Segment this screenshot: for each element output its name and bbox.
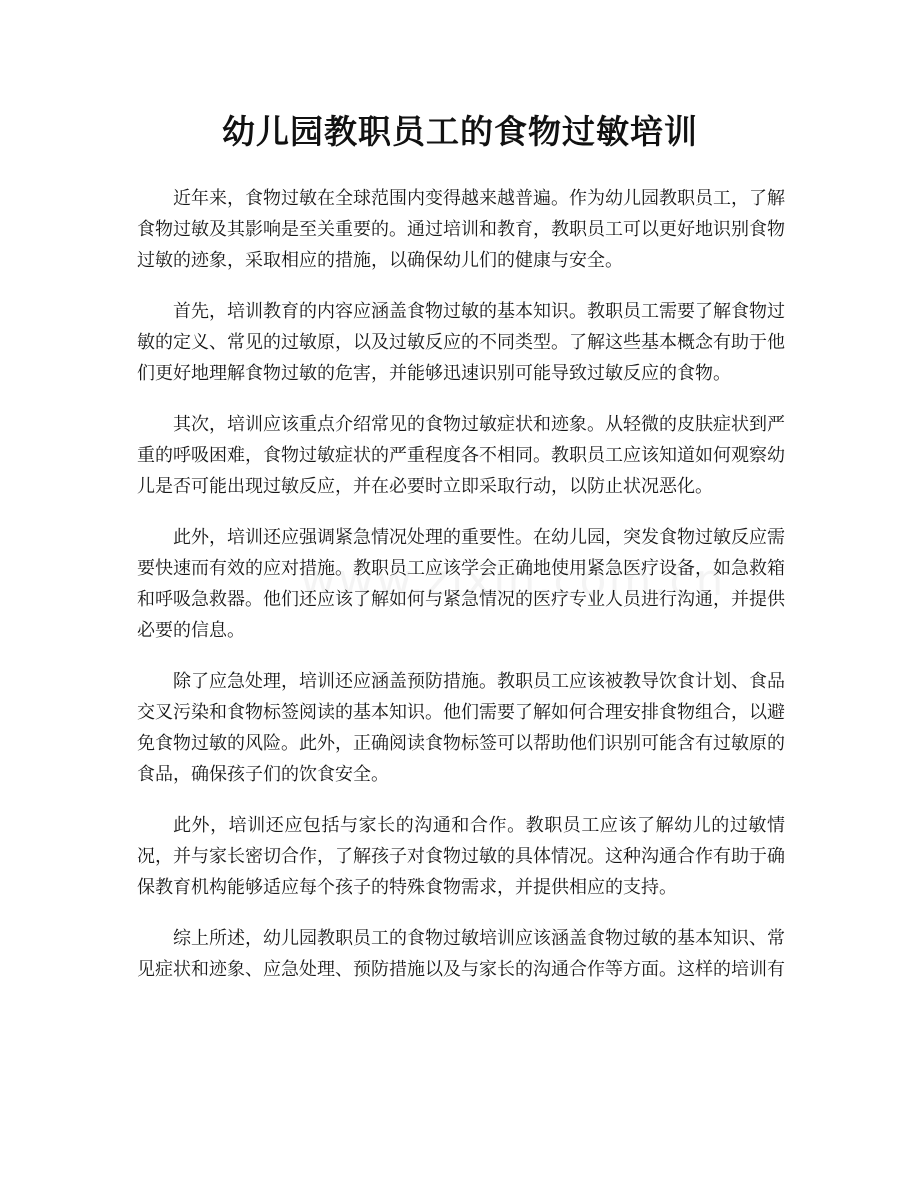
paragraph-prevention: 除了应急处理，培训还应涵盖预防措施。教职员工应该被教导饮食计划、食品交叉污染和食物标签阅读的基本知识。他们需要了解如何合理安排食物组合，以避免食物过敏的风险。此外，正确阅读食物标签可以帮助他们识别可能含有过敏原的食品，确保孩子们的饮食安全。 xyxy=(137,671,785,785)
paragraph-summary: 综上所述，幼儿园教职员工的食物过敏培训应该涵盖食物过敏的基本知识、常见症状和迹象、应急处理、预防措施以及与家长的沟通合作等方面。这样的培训有 xyxy=(137,928,785,980)
paragraph-emergency: 此外，培训还应强调紧急情况处理的重要性。在幼儿园，突发食物过敏反应需要快速而有效的应对措施。教职员工应该学会正确地使用紧急医疗设备，如急救箱和呼吸急救器。他们还应该了解如何与紧急情况的医疗专业人员进行沟通，并提供必要的信息。 xyxy=(137,527,785,641)
document-title: 幼儿园教职员工的食物过敏培训 xyxy=(222,112,698,151)
paragraph-parent-communication: 此外，培训还应包括与家长的沟通和合作。教职员工应该了解幼儿的过敏情况，并与家长密切合作，了解孩子对食物过敏的具体情况。这种沟通合作有助于确保教育机构能够适应每个孩子的特殊食物需求，并提供相应的支持。 xyxy=(137,815,785,898)
paragraph-intro: 近年来，食物过敏在全球范围内变得越来越普遍。作为幼儿园教职员工，了解食物过敏及其影响是至关重要的。通过培训和教育，教职员工可以更好地识别食物过敏的迹象，采取相应的措施，以确保幼儿们的健康与安全。 xyxy=(137,188,785,271)
paragraph-symptoms: 其次，培训应该重点介绍常见的食物过敏症状和迹象。从轻微的皮肤症状到严重的呼吸困难，食物过敏症状的严重程度各不相同。教职员工应该知道如何观察幼儿是否可能出现过敏反应，并在必要时立即采取行动，以防止状况恶化。 xyxy=(137,414,785,497)
document-body xyxy=(137,183,785,1005)
paragraph-basic-knowledge: 首先，培训教育的内容应涵盖食物过敏的基本知识。教职员工需要了解食物过敏的定义、常见的过敏原，以及过敏反应的不同类型。了解这些基本概念有助于他们更好地理解食物过敏的危害，并能够迅速识别可能导致过敏反应的食物。 xyxy=(137,301,785,384)
